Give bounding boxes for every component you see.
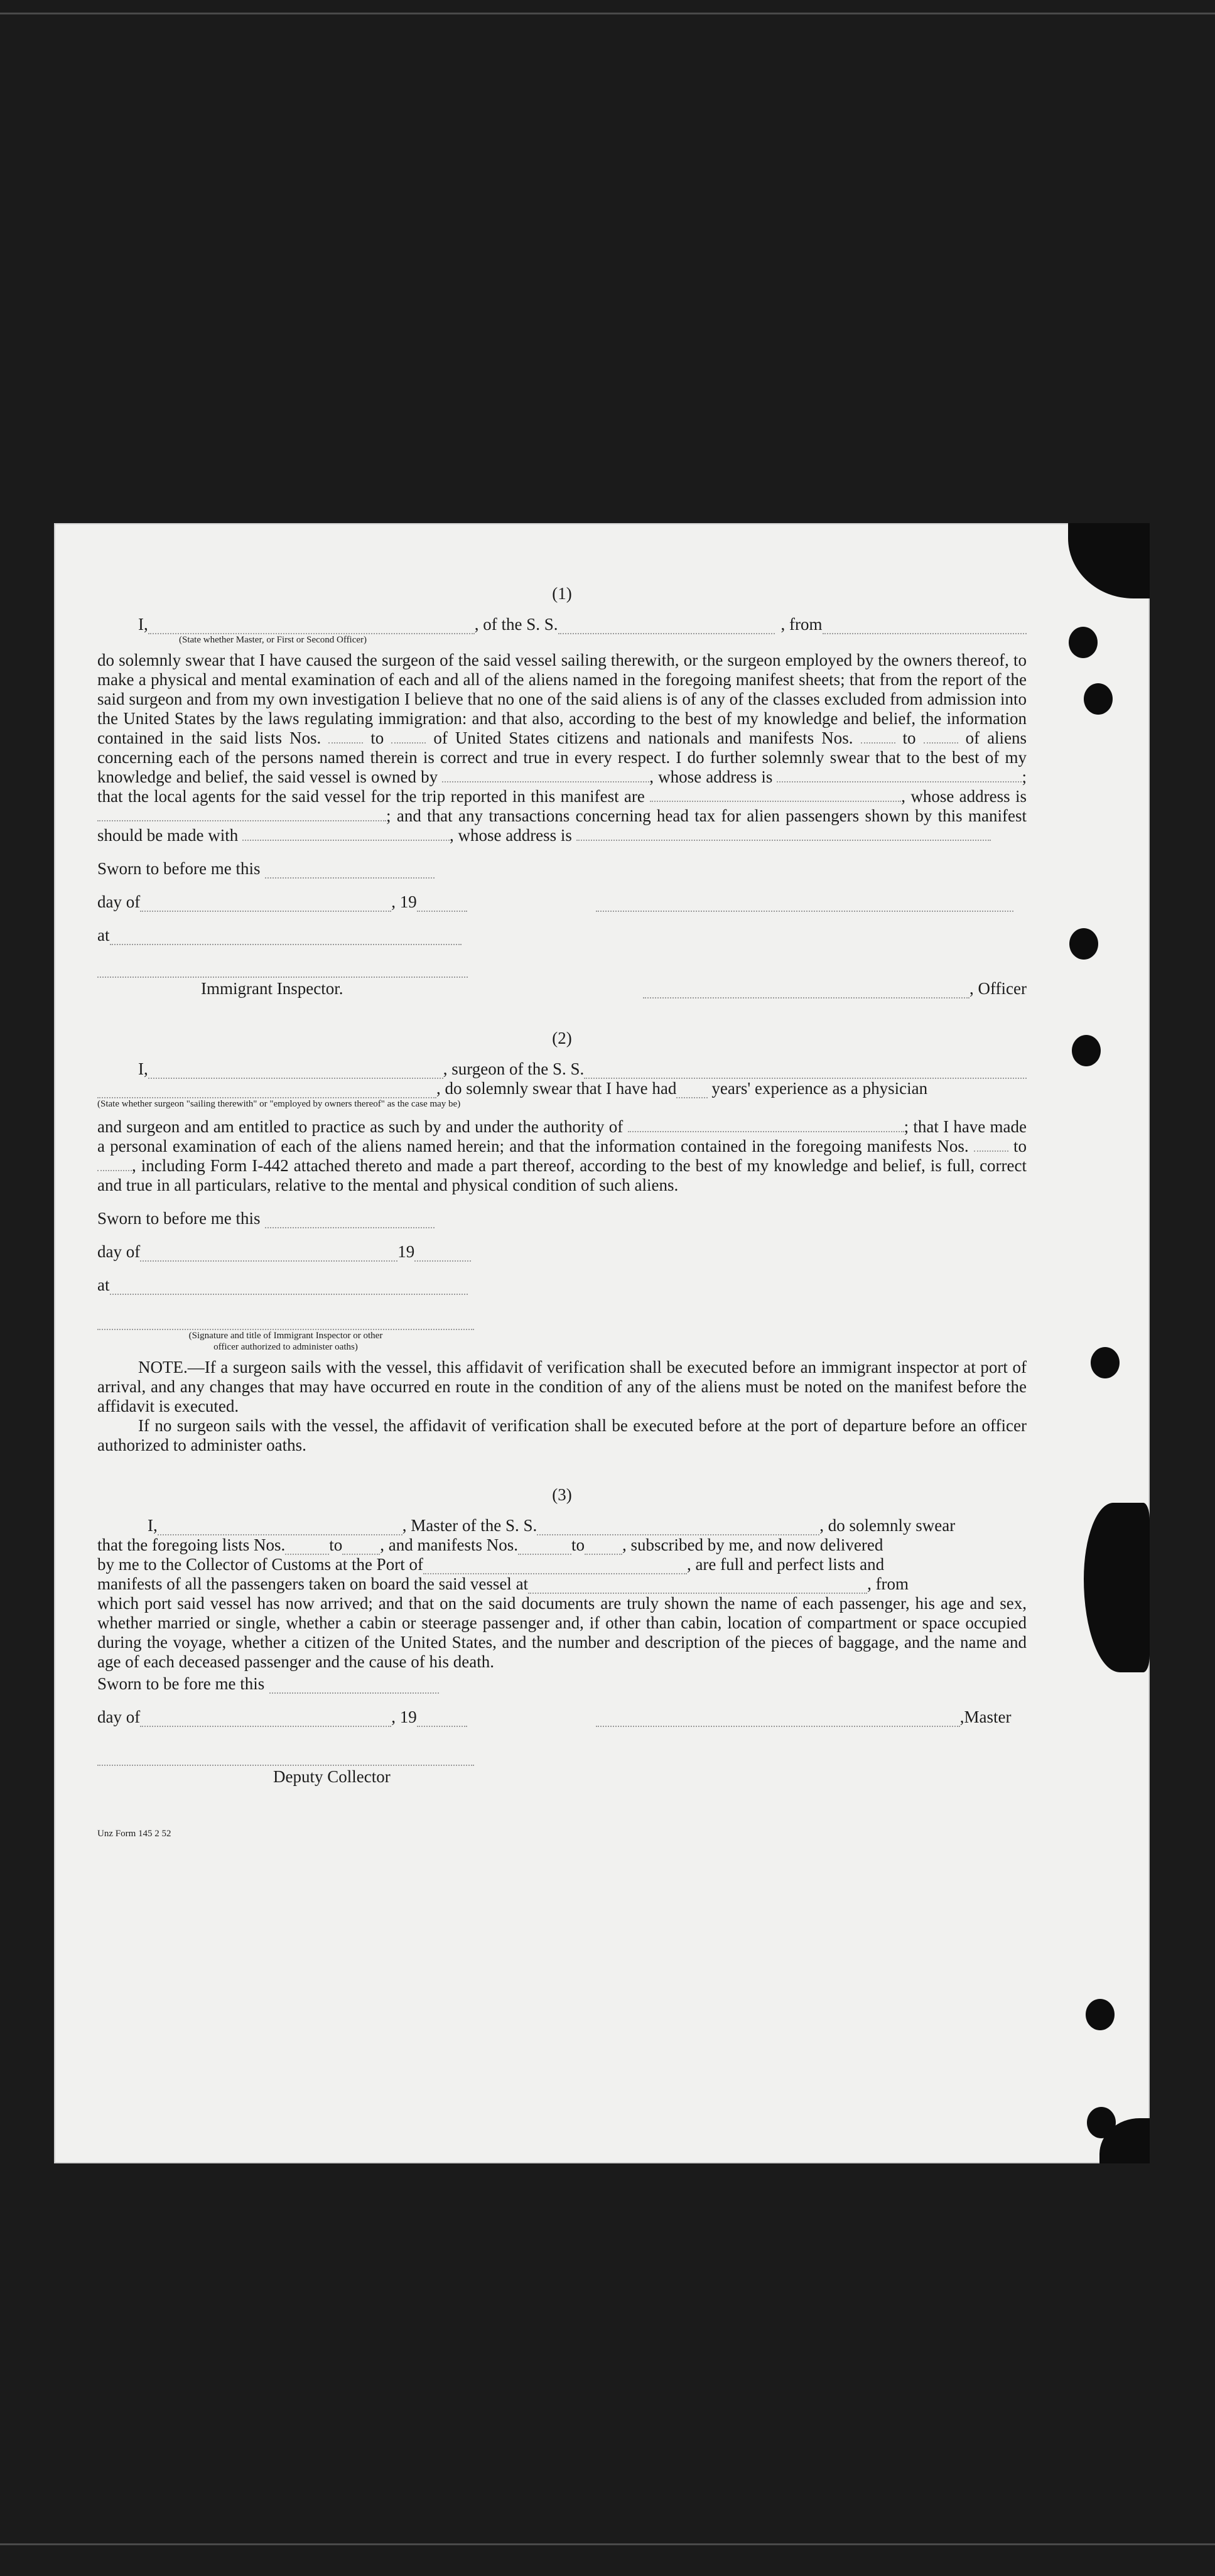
to-label: to [571,1535,585,1554]
owner-field [442,769,649,782]
owner-address-field [777,769,1022,782]
torn-corner [1068,523,1150,598]
sworn-label: Sworn to be fore me this [97,1674,265,1693]
sworn-label: Sworn to before me this [97,1209,261,1228]
section-2-body-b: that I have made a personal examination of each of the aliens named herein; and that the information contained in the foregoing manifests Nos. [97,1117,1027,1155]
authority-field [628,1118,904,1132]
film-edge-bottom [0,2543,1215,2545]
form-number: Unz Form 145 2 52 [97,1829,171,1839]
officer-caption: (State whether Master, or First or Second Officer) [179,635,367,645]
master-vessel-field [537,1522,819,1535]
section-3-i: I, [148,1516,158,1535]
day-field [140,1713,391,1727]
punch-hole [1069,627,1098,658]
to-label: to [902,728,916,747]
section-1-body-b: of United States citizens and nationals and manifests Nos. [433,728,853,747]
vessel-name-field [558,620,775,634]
years-label: years' experience as a physician [711,1079,928,1098]
at-label: at [97,926,110,944]
master-signature-field [596,1713,960,1727]
manifests-from-field [518,1541,571,1555]
day-field [140,1248,397,1262]
master-name-field [158,1522,402,1535]
sworn-field [265,865,435,879]
whose-address-label: , whose address is [901,787,1027,806]
at-field [110,1281,468,1295]
to-label: to [1013,1137,1027,1155]
manifests-to-field [585,1541,622,1555]
lists-label: that the foregoing lists Nos. [97,1535,286,1554]
section-2-line-2 [97,1079,1027,1098]
day-field [140,898,391,912]
section-1-i: I, [138,615,148,634]
day-of-label: day of [97,1242,141,1261]
section-2-sig-line [97,1316,1027,1330]
agents-address-field [97,808,386,821]
lists-to-field [342,1541,380,1555]
day-of-label: day of [97,892,141,911]
surgeon-caption: (State whether surgeon "sailing therewith" or "employed by owners thereof" as the case may be) [97,1099,461,1109]
section-3-sig-line [97,1752,1027,1766]
year-field [417,898,467,912]
punch-hole [1069,928,1098,960]
at-label: at [97,1275,110,1294]
head-tax-address-field [576,827,991,841]
note-no-surgeon: If no surgeon sails with the vessel, the affidavit of verification shall be executed before at the port of departure before an officer authorized to administer oaths. [97,1416,1027,1454]
signature-caption-1: (Signature and title of Immigrant Inspector or other [188,1331,383,1341]
section-1-line-1 [97,615,1027,634]
section-3-number: (3) [552,1485,572,1504]
sworn-field [265,1215,435,1228]
inspector-label: Immigrant Inspector. [201,979,343,998]
note-surgeon-sails: NOTE.—If a surgeon sails with the vessel, this affidavit of verification shall be executed before an immigrant inspector at port of arrival, and any changes that may have occurred en route in the condition of any of the aliens must be noted on the manifest before the affidavit is executed. [97,1358,1027,1415]
surgeon-vessel-field [584,1065,1027,1079]
lists-to-field [391,730,426,744]
year-label: 19 [397,1242,415,1261]
manifest-text [97,584,1027,1844]
year-label: , 19 [391,892,417,911]
officer-signature-field [643,985,969,998]
section-2-number: (2) [552,1029,572,1047]
section-2-day-row [97,1242,1027,1262]
sworn-label: Sworn to before me this [97,859,261,878]
deputy-signature-field [97,1752,474,1766]
embark-port-field [528,1580,867,1594]
punch-hole [1091,1347,1120,1378]
officer-sig [643,979,1027,998]
sworn-field [269,1680,439,1694]
lists-from-field [328,730,363,744]
at-field [110,931,462,945]
ink-stain [1084,1503,1150,1672]
port-field [423,1561,687,1574]
section-3-line-2 [97,1535,1027,1555]
whose-address-label: whose address is [458,826,572,845]
section-1-signatures [97,979,1027,998]
section-1-number: (1) [552,584,572,603]
collector-label: by me to the Collector of Customs at the Port of [97,1555,423,1574]
local-agents-text: ; that the local agents for the said vessel for the trip reported in this manifest are [97,767,1027,806]
master-label: ,Master [959,1707,1012,1726]
section-3-sworn-row [97,1674,1027,1694]
subscribed-label: , subscribed by me, and now delivered [622,1535,883,1554]
from-label: , from [780,615,823,634]
surgeon-of-label: , surgeon of the S. S. [443,1059,585,1078]
section-3-line-3 [97,1555,1027,1574]
manifest-from-field [974,1138,1008,1152]
master-of-label: , Master of the S. S. [402,1516,537,1535]
section-2-body-a: and surgeon and am entitled to practice as such by and under the authority of [97,1117,624,1136]
section-1-at-row [97,926,1027,945]
manifests-to-field [924,730,958,744]
punch-hole [1084,683,1113,715]
punch-hole [1072,1035,1101,1066]
section-3-line-4 [97,1574,1027,1594]
surgeon-status-field [97,1085,436,1098]
manifests-of-label: manifests of all the passengers taken on board the said vessel at [97,1574,529,1593]
day-of-label: day of [97,1707,141,1726]
of-ss-label: , of the S. S. [474,615,558,634]
inspector-signature-field [97,1316,474,1330]
year-label: , 19 [391,1707,417,1726]
surgeon-name-field [148,1065,443,1079]
year-field [417,1713,467,1727]
section-2-line-1 [97,1059,1027,1079]
section-2-body: and surgeon and am entitled to practice as such by and under the authority of ; that I have made a personal examination of each of the aliens named herein; and that the information contained in the foregoing manifests Nos. to , including Form I-442 attached thereto and made a part thereof, according to the best of my knowledge and belief, is full, correct and true in all particulars, relative to the mental and physical condition of such aliens. [97,1117,1027,1194]
section-2-body-c: , including Form I-442 attached thereto and made a part thereof, according to the best of my knowledge and belief, is full, correct and true in all particulars, relative to the mental and physical condition of such aliens. [97,1156,1027,1194]
section-3-day-row [97,1707,1027,1727]
signature-field [596,898,1013,912]
section-1-body-c: of aliens concerning each of the persons named therein is correct and true in every respect. I do further solemnly swear that to the best of my knowledge and belief, the said vessel is owned by [97,728,1027,786]
film-edge-top [0,13,1215,14]
head-tax-field [242,827,450,841]
whose-address-label: , whose address is [649,767,773,786]
to-label: to [329,1535,343,1554]
agents-field [650,788,901,802]
manifests-from-field [861,730,895,744]
section-1-sig-lines [97,964,1027,978]
to-label: to [370,728,384,747]
years-field [676,1085,708,1098]
officer-label: , Officer [969,979,1027,998]
manifests-label: , and manifests Nos. [380,1535,518,1554]
transactions-text: ; and that any transactions concerning head tax for alien passengers shown by this manifest should be made with [97,806,1027,845]
section-2-at-row [97,1275,1027,1295]
inspector-signature-field [97,964,468,978]
from-label: , from [867,1574,909,1593]
do-swear-label: , do solemnly swear that I have had [436,1079,677,1098]
section-3-line-1 [97,1516,1027,1535]
section-2-i: I, [138,1059,148,1078]
section-1-day-row [97,892,1027,912]
section-1-body: do solemnly swear that I have caused the surgeon of the said vessel sailing therewith, or the surgeon employed by the owners thereof, to make a physical and mental examination of each and all of the aliens named in the foregoing manifest sheets; that from the report of the said surgeon and from my own investigation I believe that no one of the said aliens is of any of the classes excluded from admission into the United States by the laws regulating immigration: and that also, according to the best of my knowledge and belief, the information contained in the said lists Nos. to of United States citizens and nationals and manifests Nos. to of aliens concerning each of the persons named therein is correct and true in every respect. I do further solemnly swear that to the best of my knowledge and belief, the said vessel is owned by , whose address is ; that the local agents for the said vessel for the trip reported in this manifest are , whose address is ; and that any transactions concerning head tax for alien passengers shown by this manifest should be made with , whose address is [97,651,1027,845]
section-1-sworn-row [97,859,1027,879]
section-2-sworn-row [97,1209,1027,1228]
signature-caption-2: officer authorized to administer oaths) [213,1342,358,1352]
full-perfect-label: , are full and perfect lists and [686,1555,885,1574]
manifest-to-field [97,1157,132,1171]
punch-hole [1086,1999,1115,2030]
year-field [414,1248,471,1262]
deputy-collector-label: Deputy Collector [273,1767,391,1786]
section-1-body-a: do solemnly swear that I have caused the surgeon of the said vessel sailing therewith, or the surgeon employed by the owners thereof, to make a physical and mental examination of each and all of the aliens named in the foregoing manifest sheets; that from the report of the said surgeon and from my own investigation I believe that no one of the said aliens is of any of the classes excluded from admission into the United States by the laws regulating immigration: and that also, according to the best of my knowledge and belief, the information contained in the said lists Nos. [97,651,1027,747]
section-3-body: which port said vessel has now arrived; and that on the said documents are truly shown the name of each passenger, his age and sex, whether married or single, whether a cabin or steerage passenger and, if other than cabin, location of compartment or space occupied during the voyage, whether a citizen of the United States, and the number and description of the pieces of baggage, and the name and age of each deceased passenger and the cause of his death. [97,1594,1027,1671]
do-swear-label: , do solemnly swear [819,1516,956,1535]
from-port-field [823,620,1027,634]
officer-rank-field [148,620,475,634]
lists-from-field [285,1541,329,1555]
